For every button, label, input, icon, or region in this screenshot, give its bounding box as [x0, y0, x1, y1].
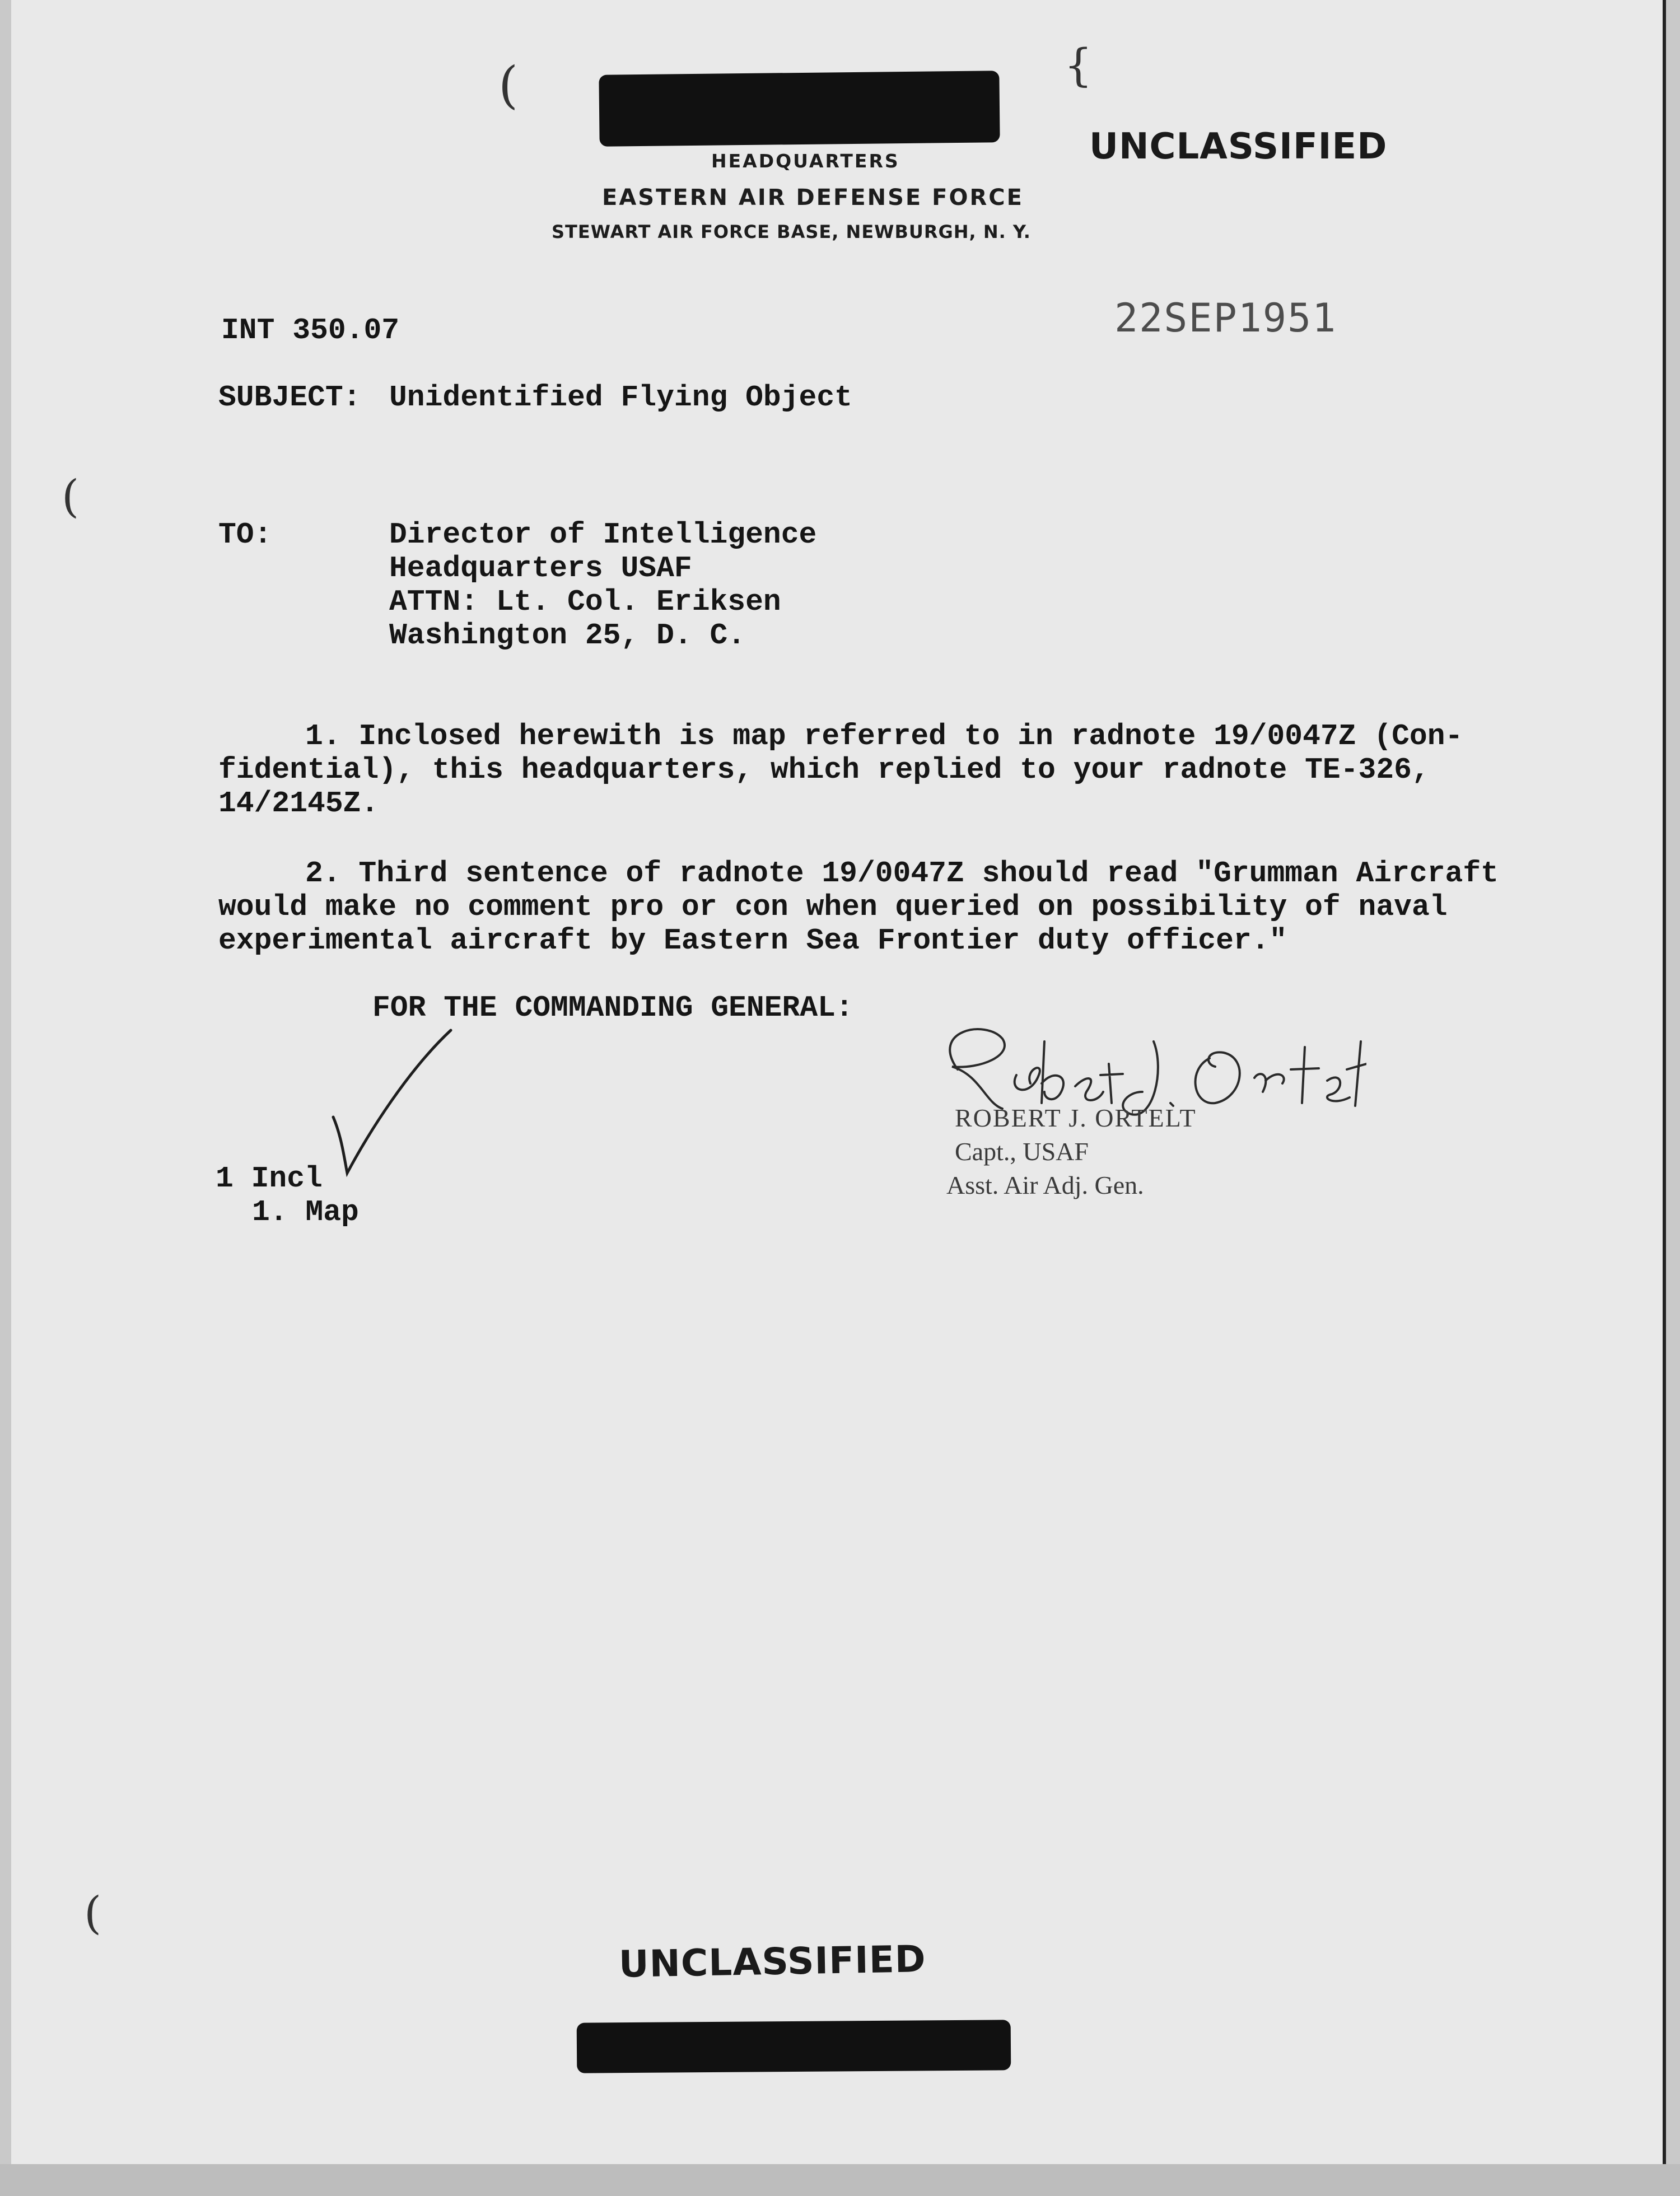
signatory-name: ROBERT J. ORTELT — [955, 1104, 1197, 1132]
addressee-line: Washington 25, D. C. — [389, 619, 746, 652]
addressee-line: Director of Intelligence — [389, 518, 817, 552]
subject-label: SUBJECT: — [218, 381, 361, 414]
paragraph-1-line: fidential), this headquarters, which replied to your radnote TE-326, — [218, 753, 1430, 787]
paragraph-1-line: 1. Inclosed herewith is map referred to in radnote 19/0047Z (Con- — [305, 719, 1463, 753]
closing-line: FOR THE COMMANDING GENERAL: — [372, 991, 853, 1025]
letterhead-command: EASTERN AIR DEFENSE FORCE — [602, 185, 1024, 211]
bracket-mark: { — [1064, 39, 1093, 91]
redaction-bar-bottom — [577, 2020, 1011, 2073]
date-stamp: 22SEP1951 — [1114, 295, 1337, 341]
bracket-mark: ( — [84, 1887, 102, 1939]
scan-margin — [0, 2164, 1680, 2196]
paragraph-2-line: experimental aircraft by Eastern Sea Frontier duty officer." — [218, 924, 1287, 957]
enclosure-count: 1 Incl — [216, 1162, 323, 1195]
paragraph-1-line: 14/2145Z. — [218, 787, 379, 820]
signatory-rank: Capt., USAF — [955, 1137, 1089, 1166]
paragraph-2-line: 2. Third sentence of radnote 19/0047Z should read "Grumman Aircraft — [305, 857, 1499, 890]
enclosure-item: 1. Map — [252, 1195, 359, 1229]
check-mark-icon — [325, 1025, 459, 1181]
classification-stamp-top: UNCLASSIFIED — [1089, 126, 1388, 167]
bracket-mark: ( — [498, 56, 519, 115]
letterhead-headquarters: HEADQUARTERS — [711, 150, 900, 172]
paragraph-2-line: would make no comment pro or con when queried on possibility of naval — [218, 890, 1448, 924]
redaction-bar-top — [599, 71, 1000, 146]
bracket-mark: ( — [62, 470, 80, 522]
classification-stamp-bottom: UNCLASSIFIED — [618, 1937, 927, 1986]
addressee-line: Headquarters USAF — [389, 552, 692, 585]
file-reference: INT 350.07 — [221, 314, 400, 347]
letterhead-address: STEWART AIR FORCE BASE, NEWBURGH, N. Y. — [552, 221, 1031, 242]
signatory-title: Asst. Air Adj. Gen. — [946, 1171, 1144, 1199]
addressee-line: ATTN: Lt. Col. Eriksen — [389, 585, 781, 619]
subject-text: Unidentified Flying Object — [389, 381, 852, 414]
to-label: TO: — [218, 518, 272, 552]
